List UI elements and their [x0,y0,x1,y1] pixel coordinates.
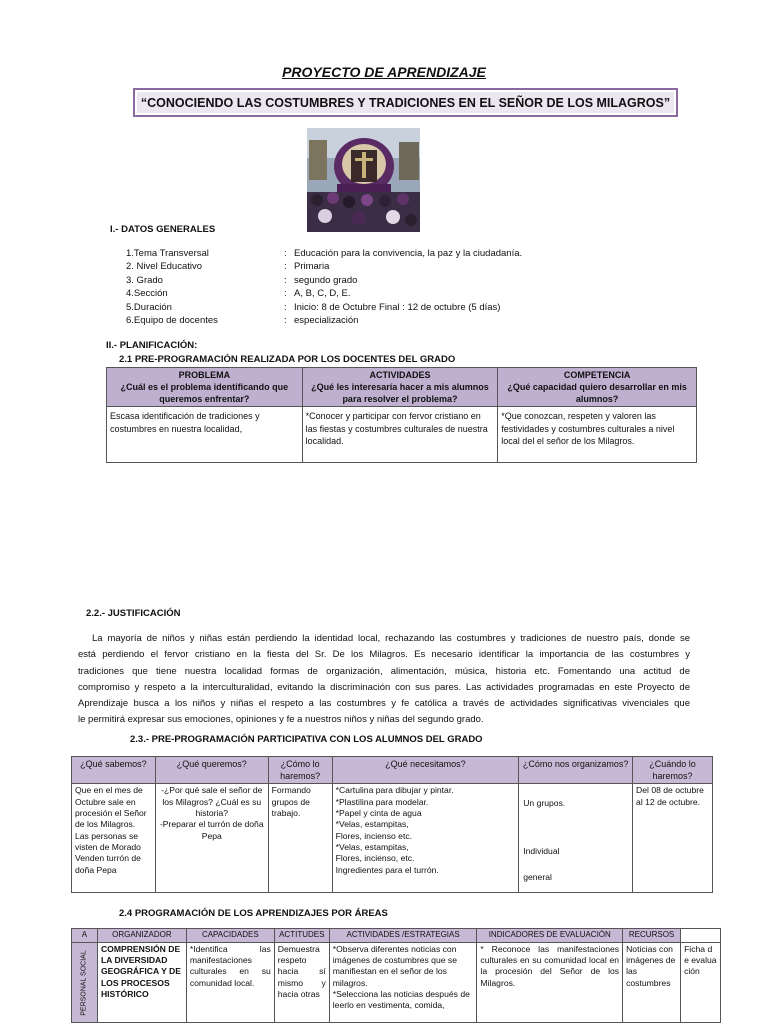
como-lo-haremos-cell: Formando grupos de trabajo. [268,784,332,893]
capacidades-cell: *Identifica las manifestaciones culturales en su comunidad local. [186,943,274,1023]
header-organizador: ORGANIZADOR [97,929,186,943]
justificacion-line: está perdiendo el fervor cristiano en la fiesta del Sr. De los Milagros. Es necesario identificar la importancia de las costumbres y [78,649,690,661]
datos-row-label: 6.Equipo de docentes [126,315,218,326]
table-row [72,784,713,893]
datos-row-separator: : [284,248,287,259]
header-capacidades: CAPACIDADES [186,929,274,943]
datos-row-separator: : [284,315,287,326]
header-como-nos-organizamos: ¿Cómo nos organizamos? [519,757,633,784]
datos-row-label: 4.Sección [126,288,168,300]
table-header-row [107,368,697,407]
header-que-sabemos: ¿Qué sabemos? [72,757,156,784]
header-recursos: RECURSOS [623,929,681,943]
datos-row-value: Educación para la convivencia, la paz y la ciudadanía. [294,248,523,259]
actitudes-cell: Demuestra respeto hacia sí mismo y hacia otras [274,943,329,1023]
table-row [107,407,697,463]
datos-row-label: 5.Duración [126,301,172,313]
datos-row-label: 2. Nivel Educativo [126,261,203,273]
header-indicadores: INDICADORES DE EVALUACIÓN [477,929,623,943]
preprogramacion-docentes-heading: 2.1 PRE-PROGRAMACIÓN REALIZADA POR LOS DOCENTES DEL GRADO [119,354,456,365]
project-subtitle-box [133,88,678,117]
datos-row-separator: : [284,274,287,286]
justificacion-paragraph [78,631,690,729]
datos-row-value: Primaria [294,261,330,273]
participativa-heading: 2.3.- PRE-PROGRAMACIÓN PARTICIPATIVA CON LOS ALUMNOS DEL GRADO [130,734,483,745]
indicadores-cell: * Reconoce las manifestaciones culturales en su comunidad local en la procesión del Señor de los Milagros. [477,943,623,1023]
datos-generales-heading: I.- DATOS GENERALES [110,224,216,235]
que-sabemos-cell: Que en el mes de Octubre sale en procesión el Señor de los Milagros. Las personas se visten de Morado Venden turrón de doña Pepa [72,784,156,893]
header-como-lo-haremos: ¿Cómo lo haremos? [268,757,332,784]
project-subtitle: “CONOCIENDO LAS COSTUMBRES Y TRADICIONES EN EL SEÑOR DE LOS MILAGROS” [140,95,671,110]
header-que-necesitamos: ¿Qué necesitamos? [332,757,519,784]
procession-photo [307,128,420,232]
datos-row-label: 3. Grado [126,274,163,286]
header-area: A [72,929,98,943]
datos-row-separator: : [284,288,287,300]
datos-row-value: Inicio: 8 de Octubre Final : 12 de octubre (5 días) [294,301,501,313]
table-header-row [72,929,721,943]
justificacion-line: le permitirá expresar sus emociones, opiniones y fe a nuestros niños y niñas del segundo grado. [78,714,484,726]
procession-photo-illustration [307,128,420,232]
datos-row-value: segundo grado [294,274,358,286]
datos-row-value: especialización [294,315,359,326]
justificacion-heading: 2.2.- JUSTIFICACIÓN [86,608,181,619]
areas-heading: 2.4 PROGRAMACIÓN DE LOS APRENDIZAJES POR ÁREAS [119,908,388,919]
datos-row-value: A, B, C, D, E. [294,288,351,300]
header-competencia: COMPETENCIA ¿Qué capacidad quiero desarrollar en mis alumnos? [498,368,697,407]
header-actitudes: ACTITUDES [274,929,329,943]
organizador-cell: COMPRENSIÓN DE LA DIVERSIDAD GEOGRÁFICA Y DE LOS PROCESOS HISTÓRICO [97,943,186,1023]
table-row [72,943,721,1023]
areas-table [71,928,721,1023]
participativa-table [71,756,713,893]
header-blank [681,929,721,943]
que-queremos-cell: -¿Por qué sale el señor de los Milagros? ¿Cuál es su historia? -Preparar el turrón de doña Pepa [155,784,268,893]
justificacion-line: Aprendizaje busca a los niños y niñas el respeto a las costumbres y fe católica a través de actividades significativas vivenciales que [78,698,690,710]
header-actividades-estrategias: ACTIVIDADES /ESTRATEGIAS [329,929,477,943]
area-label-cell [72,943,98,1023]
justificacion-line: La mayoría de niños y niñas están perdiendo la identidad local, rechazando las costumbres y tradiciones de nuestro país, donde se [92,633,690,644]
datos-row-label: 1.Tema Transversal [126,248,209,259]
actividades-estrategias-cell: *Observa diferentes noticias con imágenes de costumbres que se manifiestan en el señor de los milagros. *Selecciona las noticias después de leerlo en vestimenta, comida, [329,943,477,1023]
header-cuando-lo-haremos: ¿Cuándo lo haremos? [633,757,713,784]
competencia-cell: *Que conozcan, respeten y valoren las festividades y costumbres culturales a nivel local del el señor de los Milagros. [498,407,697,463]
justificacion-line: compromiso y respeto a la interculturalidad, evitando la discriminación con sus pares. Las actividades programadas en este Proyecto de [78,681,690,693]
header-problema: PROBLEMA ¿Cuál es el problema identificando que queremos enfrentar? [107,368,303,407]
cuando-lo-haremos-cell: Del 08 de octubre al 12 de octubre. [633,784,713,893]
preprogramacion-docentes-table [106,367,697,463]
recursos-cell: Noticias con imágenes de las costumbres [623,943,681,1023]
problema-cell: Escasa identificación de tradiciones y costumbres en nuestra localidad, [107,407,303,463]
ficha-cell: Ficha de evaluación [681,943,721,1023]
header-que-queremos: ¿Qué queremos? [155,757,268,784]
que-necesitamos-cell: *Cartulina para dibujar y pintar. *Plastilina para modelar. *Papel y cinta de agua *Velas, estampitas, Flores, incienso etc. *Velas, estampitas, Flores, incienso, etc. Ingredientes para el turrón. [332,784,519,893]
table-header-row [72,757,713,784]
header-actividades: ACTIVIDADES ¿Qué les interesaría hacer a mis alumnos para resolver el problema? [302,368,498,407]
datos-row-separator: : [284,301,287,313]
datos-row-separator: : [284,261,287,273]
area-label: PERSONAL SOCIAL [80,949,88,1016]
planificacion-heading: II.- PLANIFICACIÓN: [106,340,198,351]
justificacion-line: tradiciones que tiene nuestra localidad formas de organización, alimentación, música, historia etc. Fomentando una actitud de [78,665,690,677]
como-nos-organizamos-cell: Un grupos. Individual general [519,784,633,893]
document-title: PROYECTO DE APRENDIZAJE [282,64,486,80]
actividades-cell: *Conocer y participar con fervor cristiano en las fiestas y costumbres culturales de nuestra localidad. [302,407,498,463]
